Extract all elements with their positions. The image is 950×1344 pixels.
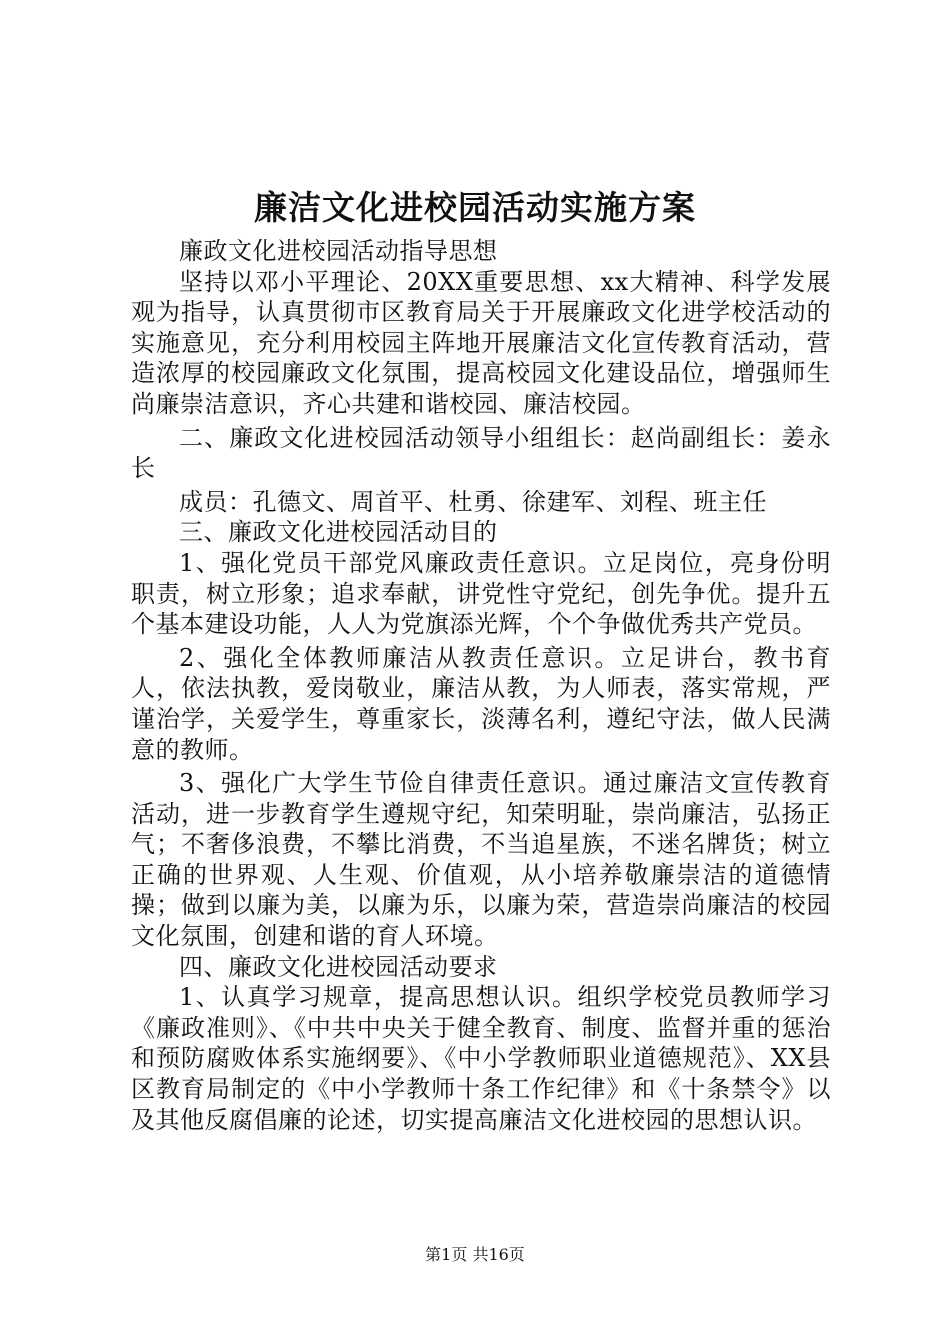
page-number-footer: 第1页 共16页 xyxy=(425,1245,525,1264)
paragraph-members: 成员：孔德文、周首平、杜勇、徐建军、刘程、班主任 xyxy=(179,487,767,516)
paragraph-guiding-text: 坚持以邓小平理论、20XX重要思想、xx大精神、科学发展观为指导，认真贯彻市区教育局关于开展廉政文化进学校活动的实施意见，充分利用校园主阵地开展廉洁文化宣传教育活动，营造浓厚的校园廉政文化氛围，提高校园文化建设品位，增强师生尚廉崇洁意识，齐心共建和谐校园、廉洁校园。 xyxy=(131,267,831,418)
document-title: 廉洁文化进校园活动实施方案 xyxy=(254,188,696,227)
paragraph-requirements-heading: 四、廉政文化进校园活动要求 xyxy=(179,952,498,981)
paragraph-guiding-heading: 廉政文化进校园活动指导思想 xyxy=(179,237,498,265)
document-body xyxy=(131,236,831,1135)
paragraph-purpose-2: 2、强化全体教师廉洁从教责任意识。立足讲台，教书育人，依法执教，爱岗敬业，廉洁从教，为人师表，落实常规，严谨治学，关爱学生，尊重家长，淡薄名利，遵纪守法，做人民满意的教师。 xyxy=(131,643,831,764)
paragraph-requirements-1: 1、认真学习规章，提高思想认识。组织学校党员教师学习《廉政准则》、《中共中央关于健全教育、制度、监督并重的惩治和预防腐败体系实施纲要》、《中小学教师职业道德规范》、XX县区教育局制定的《中小学教师十条工作纪律》和《十条禁令》以及其他反腐倡廉的论述，切实提高廉洁文化进校园的思想认识。 xyxy=(131,983,831,1134)
paragraph-purpose-heading: 三、廉政文化进校园活动目的 xyxy=(179,518,498,547)
paragraph-purpose-3: 3、强化广大学生节俭自律责任意识。通过廉洁文宣传教育活动，进一步教育学生遵规守纪，知荣明耻，崇尚廉洁，弘扬正气；不奢侈浪费，不攀比消费，不当追星族，不迷名牌货；树立正确的世界观、人生观、价值观，从小培养敬廉崇洁的道德情操；做到以廉为美，以廉为乐，以廉为荣，营造崇尚廉洁的校园文化氛围，创建和谐的育人环境。 xyxy=(131,769,831,951)
paragraph-purpose-1: 1、强化党员干部党风廉政责任意识。立足岗位，亮身份明职责，树立形象；追求奉献，讲党性守党纪，创先争优。提升五个基本建设功能，人人为党旗添光辉，个个争做优秀共产党员。 xyxy=(131,548,831,639)
paragraph-leadership: 二、廉政文化进校园活动领导小组组长：赵尚副组长：姜永长 xyxy=(131,423,831,483)
